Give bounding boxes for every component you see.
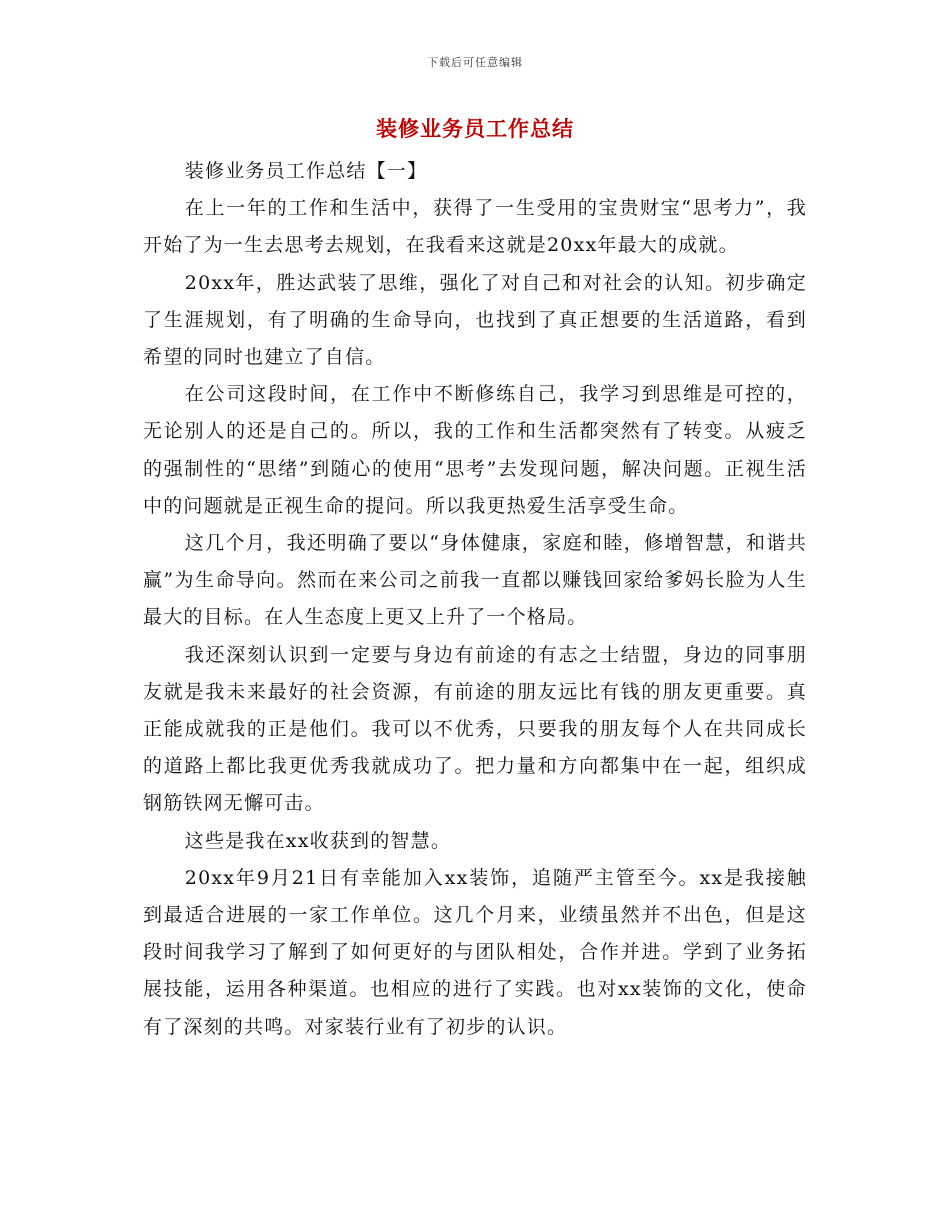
paragraph: 我还深刻认识到一定要与身边有前途的有志之士结盟，身边的同事朋友就是我未来最好的社会资源，有前途的朋友远比有钱的朋友更重要。真正能成就我的正是他们。我可以不优秀，只要我的朋友每个人在共同成长的道路上都比我更优秀我就成功了。把力量和方向都集中在一起，组织成钢筋铁网无懈可击。 bbox=[143, 643, 807, 815]
paragraph: 这些是我在xx收获到的智慧。 bbox=[184, 829, 452, 852]
paragraph: 在公司这段时间，在工作中不断修练自己，我学习到思维是可控的，无论别人的还是自己的。所以，我的工作和生活都突然有了转变。从疲乏的强制性的“思绪”到随心的使用“思考”去发现问题，解决问题。正视生活中的问题就是正视生命的提问。所以我更热爱生活享受生命。 bbox=[143, 383, 807, 517]
document-body bbox=[143, 153, 807, 1046]
paragraph: 在上一年的工作和生活中，获得了一生受用的宝贵财宝“思考力”，我开始了为一生去思考去规划，在我看来这就是20xx年最大的成就。 bbox=[143, 197, 807, 257]
document-title: 装修业务员工作总结 bbox=[376, 117, 574, 141]
section-heading: 装修业务员工作总结【一】 bbox=[184, 160, 428, 182]
header-note: 下载后可任意编辑 bbox=[427, 56, 523, 69]
paragraph: 这几个月，我还明确了要以“身体健康，家庭和睦，修增智慧，和谐共赢”为生命导向。然而在来公司之前我一直都以赚钱回家给爹妈长脸为人生最大的目标。在人生态度上更又上升了一个格局。 bbox=[143, 532, 807, 629]
paragraph: 20xx年9月21日有幸能加入xx装饰，追随严主管至今。xx是我接触到最适合进展的一家工作单位。这几个月来，业绩虽然并不出色，但是这段时间我学习了解到了如何更好的与团队相处，合作并进。学到了业务拓展技能，运用各种渠道。也相应的进行了实践。也对xx装饰的文化，使命有了深刻的共鸣。对家装行业有了初步的认识。 bbox=[143, 866, 807, 1038]
paragraph: 20xx年，胜达武装了思维，强化了对自己和对社会的认知。初步确定了生涯规划，有了明确的生命导向，也找到了真正想要的生活道路，看到希望的同时也建立了自信。 bbox=[143, 271, 807, 369]
